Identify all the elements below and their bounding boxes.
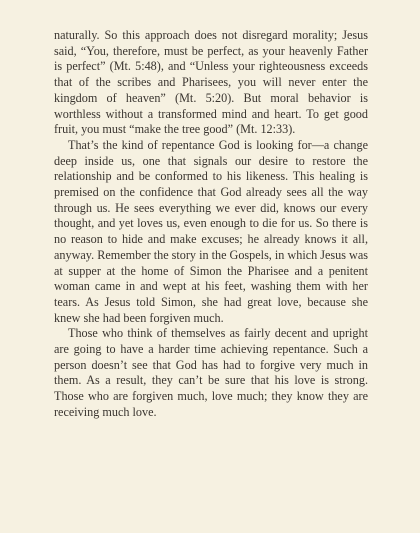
paragraph-1: naturally. So this approach does not disregard morality; Jesus said, “You, therefore, must be perfect, as your heavenly Father is perfect” (Mt. 5:48), and “Unless your righteousness exceeds that of the scribes and Pharisees, you will never enter the kingdom of heaven” (Mt. 5:20). But moral behavior is worthless without a transformed mind and heart. To get good fruit, you must “make the tree good” (Mt. 12:33). [54,28,368,137]
paragraph-2: That’s the kind of repentance God is looking for—a change deep inside us, one that signals our desire to restore the relationship and be conformed to his likeness. This healing is premised on the confidence that God already sees all the way through us. He sees everything we ever did, knows our every thought, and yet loves us, even enough to die for us. So there is no reason to hide and make excuses; he already knows it all, anyway. Remember the story in the Gospels, in which Jesus was at supper at the home of Simon the Pharisee and a penitent woman came in and wept at his feet, washing them with her tears. As Jesus told Simon, she had great love, because she knew she had been forgiven much. [54,137,368,325]
paragraph-3: Those who think of themselves as fairly decent and upright are going to have a harder time achieving repentance. Such a person doesn’t see that God has had to forgive very much in them. As a result, they can’t be sure that his love is strong. Those who are forgiven much, love much; they know they are receiving much love. [54,326,368,419]
page-text-block [54,28,368,508]
